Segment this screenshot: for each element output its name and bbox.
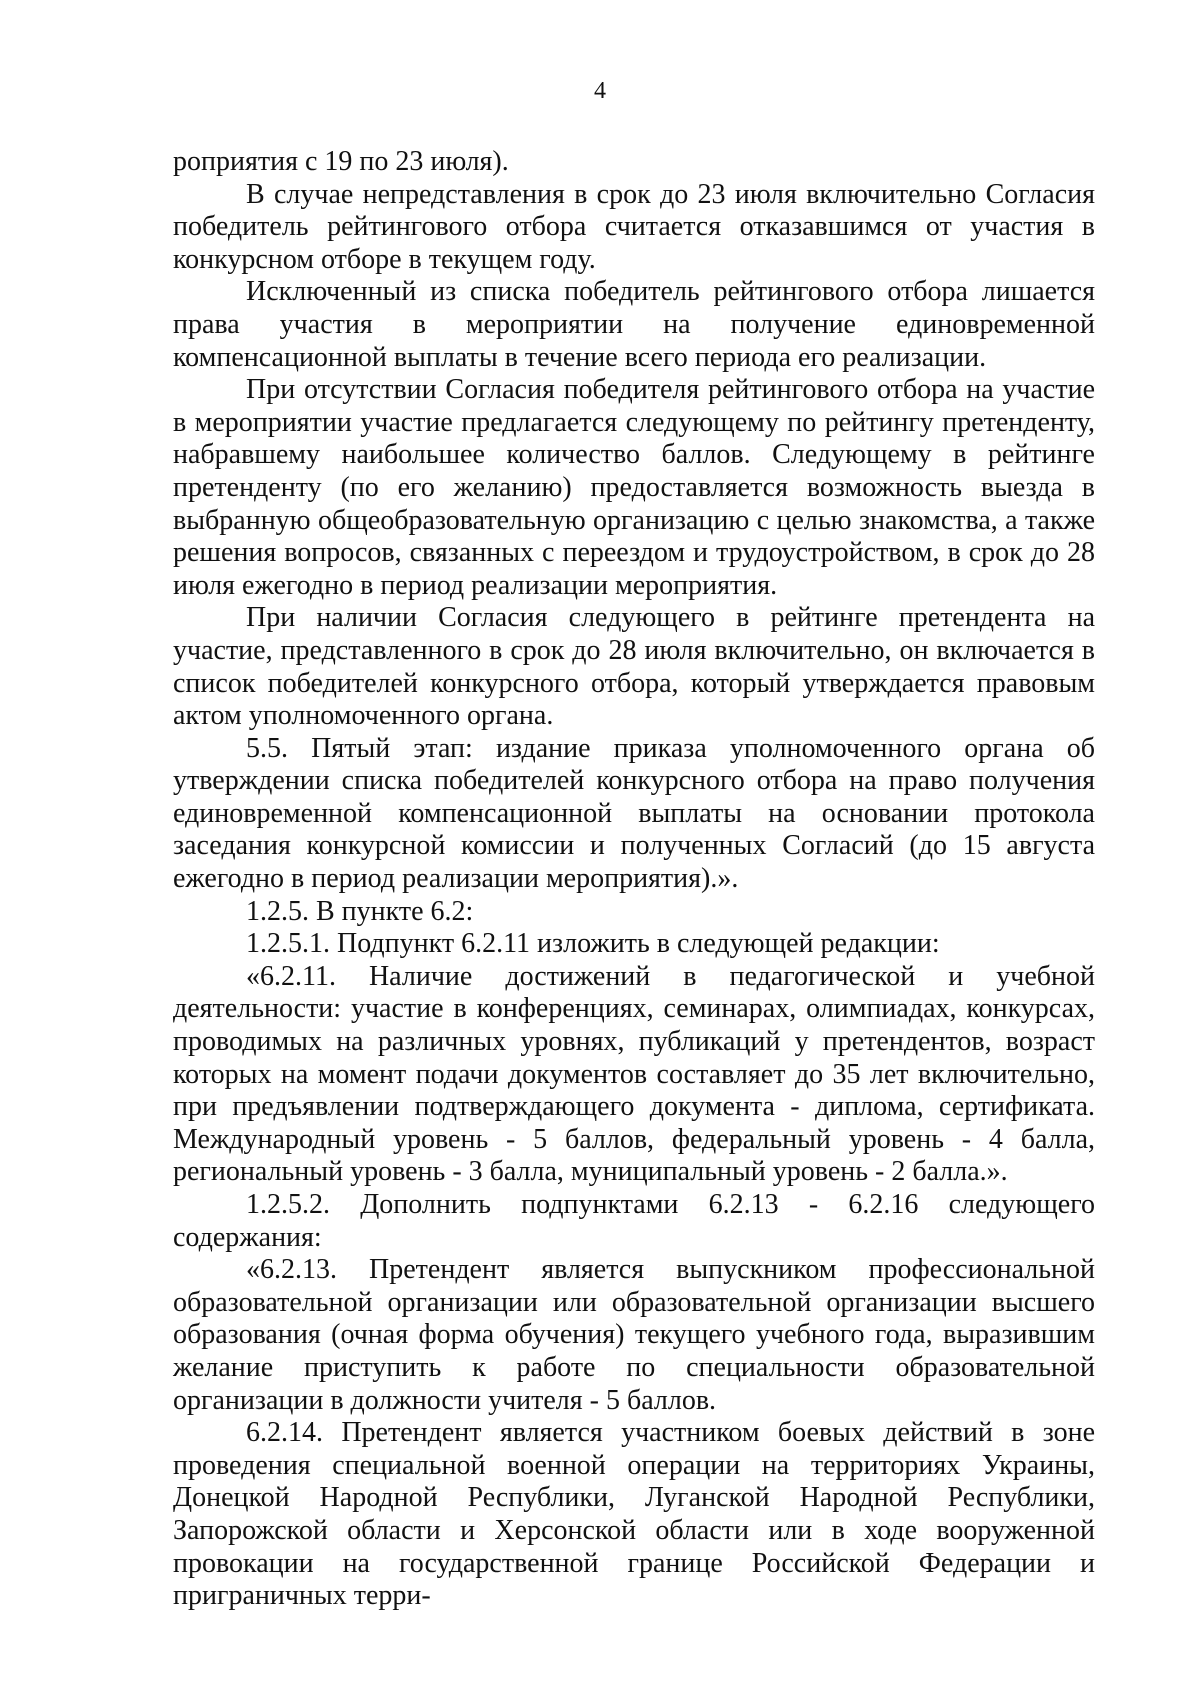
- paragraph-1-2-5-1: 1.2.5.1. Подпункт 6.2.11 изложить в следующей редакции:: [246, 928, 940, 960]
- document-body: [173, 146, 1095, 1613]
- paragraph-no-consent: При отсутствии Согласия победителя рейтингового отбора на участие в мероприятии участие предлагается следующему по рейтингу претенденту, набравшему наибольшее количество баллов. Следующему в рейтинге претенденту (по его желанию) предоставляется возможность выезда в выбранную общеобразовательную организацию с целью знакомства, а также решения вопросов, связанных с переездом и трудоустройством, в срок до 28 июля ежегодно в период реализации мероприятия.: [173, 374, 1095, 601]
- paragraph-6-2-11: «6.2.11. Наличие достижений в педагогической и учебной деятельности: участие в конференциях, семинарах, олимпиадах, конкурсах, проводимых на различных уровнях, публикаций у претендентов, возраст которых на момент подачи документов составляет до 35 лет включительно, при предъявлении подтверждающего документа - диплома, сертификата. Международный уровень - 5 баллов, федеральный уровень - 4 балла, региональный уровень - 3 балла, муниципальный уровень - 2 балла.».: [173, 960, 1095, 1188]
- paragraph-excluded-winner: Исключенный из списка победитель рейтингового отбора лишается права участия в мероприятии на получение единовременной компенсационной выплаты в течение всего периода его реализации.: [173, 276, 1095, 373]
- paragraph-continuation: роприятия с 19 по 23 июля).: [173, 146, 509, 177]
- paragraph-1-2-5-2: 1.2.5.2. Дополнить подпунктами 6.2.13 - 6.2.16 следующего содержания:: [173, 1189, 1095, 1253]
- paragraph-6-2-13: «6.2.13. Претендент является выпускником профессиональной образовательной организации или образовательной организации высшего образования (очная форма обучения) текущего учебного года, выразившим желание приступить к работе по специальности образовательной организации в должности учителя - 5 баллов.: [173, 1254, 1095, 1416]
- paragraph-1-2-5: 1.2.5. В пункте 6.2:: [246, 895, 474, 927]
- paragraph-stage-5-5: 5.5. Пятый этап: издание приказа уполномоченного органа об утверждении списка победителей конкурсного отбора на право получения единовременной компенсационной выплаты на основании протокола заседания конкурсной комиссии и полученных Согласий (до 15 августа ежегодно в период реализации мероприятия).».: [173, 732, 1095, 895]
- paragraph-consent-deadline: В случае непредставления в срок до 23 июля включительно Согласия победитель рейтингового отбора считается отказавшимся от участия в конкурсном отборе в текущем году.: [173, 178, 1095, 275]
- paragraph-6-2-14: 6.2.14. Претендент является участником боевых действий в зоне проведения специальной военной операции на территориях Украины, Донецкой Народной Республики, Луганской Народной Республики, Запорожской области и Херсонской области или в ходе вооруженной провокации на государственной границе Российской Федерации и приграничных терри-: [173, 1417, 1095, 1612]
- paragraph-next-candidate: При наличии Согласия следующего в рейтинге претендента на участие, представленного в срок до 28 июля включительно, он включается в список победителей конкурсного отбора, который утверждается правовым актом уполномоченного органа.: [173, 602, 1095, 732]
- page-number: 4: [594, 78, 606, 104]
